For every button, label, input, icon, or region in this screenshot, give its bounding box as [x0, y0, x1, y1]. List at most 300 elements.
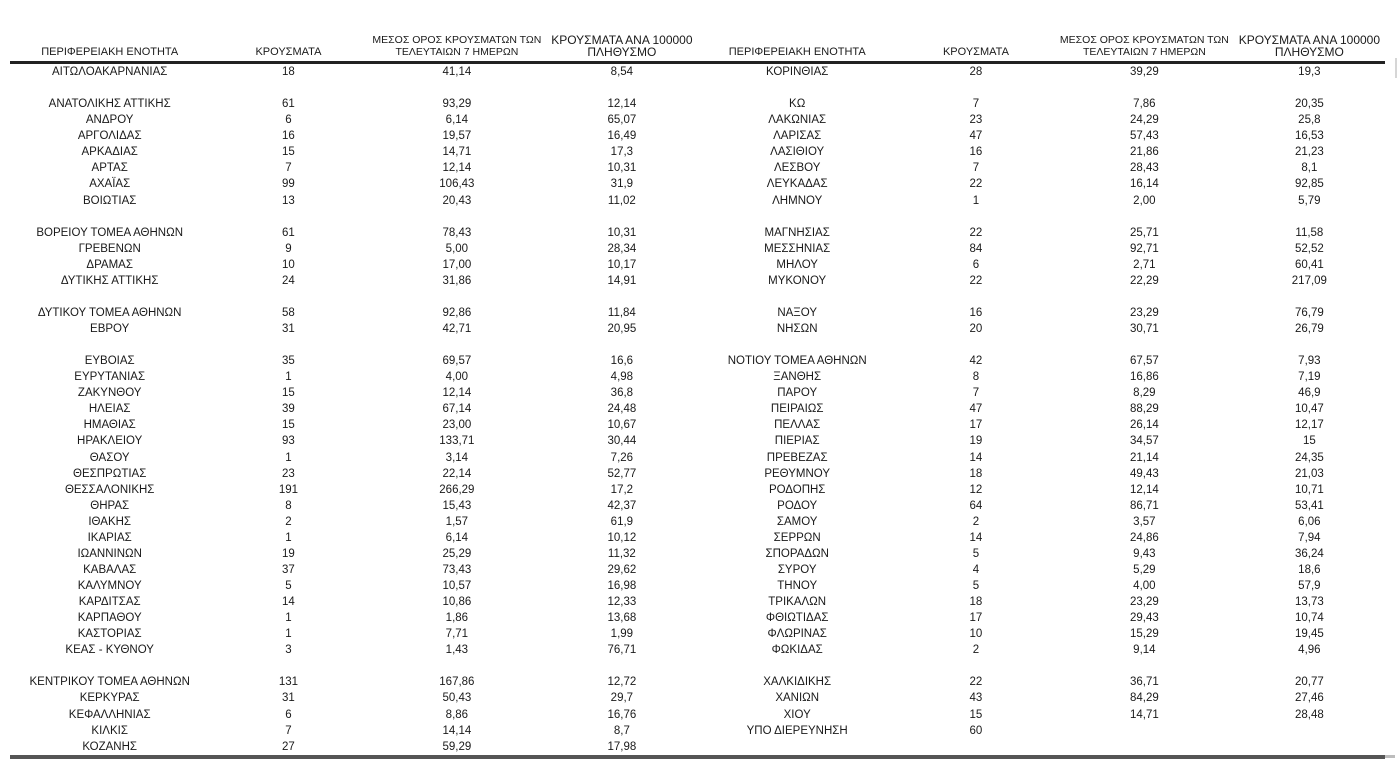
per100k-cell: 36,8 — [610, 387, 634, 400]
per100k-cell: 10,31 — [607, 162, 637, 175]
column-header-line: ΜΕΣΟΣ ΟΡΟΣ ΚΡΟΥΣΜΑΤΩΝ ΤΩΝ — [1059, 34, 1229, 46]
column-header — [209, 2, 367, 63]
region-cell: ΠΡΕΒΕΖΑΣ — [766, 451, 828, 464]
avg7-cell: 2,71 — [1133, 258, 1156, 271]
region-cell: ΣΥΡΟΥ — [777, 563, 817, 576]
cases-cell: 15 — [969, 708, 983, 721]
avg7-cell: 24,29 — [1129, 114, 1159, 127]
region-cell: ΞΑΝΘΗΣ — [773, 371, 822, 384]
table-row — [698, 530, 1386, 546]
cases-cell: 14 — [969, 451, 983, 464]
per100k-cell: 53,41 — [1294, 499, 1324, 512]
avg7-cell: 21,14 — [1129, 451, 1159, 464]
table-row — [698, 594, 1386, 610]
avg7-cell: 1,43 — [445, 644, 469, 657]
column-header — [10, 2, 209, 63]
region-cell: ΚΑΛΥΜΝΟΥ — [77, 580, 142, 593]
cases-cell: 28 — [969, 66, 983, 79]
table-row — [698, 723, 1386, 739]
avg7-cell: 8,86 — [445, 708, 469, 721]
table-row — [10, 562, 698, 578]
avg7-cell: 266,29 — [439, 483, 475, 496]
cases-cell: 2 — [972, 644, 980, 657]
avg7-cell: 50,43 — [442, 692, 472, 705]
per100k-cell: 10,31 — [607, 226, 637, 239]
per100k-cell — [546, 337, 697, 353]
cases-cell: 1 — [972, 194, 980, 207]
per100k-cell: 20,95 — [607, 323, 637, 336]
avg7-cell — [368, 337, 547, 353]
avg7-cell: 9,14 — [1133, 644, 1156, 657]
column-header-line: ΤΕΛΕΥΤΑΙΩΝ 7 ΗΜΕΡΩΝ — [395, 46, 519, 58]
avg7-cell: 25,71 — [1129, 226, 1159, 239]
per100k-cell: 19,3 — [1298, 66, 1321, 79]
per100k-cell — [546, 209, 697, 225]
region-cell: ΑΧΑΪΑΣ — [89, 178, 131, 191]
region-cell: ΗΛΕΙΑΣ — [88, 403, 131, 416]
per100k-cell: 12,14 — [607, 98, 637, 111]
table-row — [698, 257, 1386, 273]
table-row — [10, 658, 698, 674]
cases-cell: 12 — [969, 483, 983, 496]
table-row — [10, 257, 698, 273]
region-cell: ΜΥΚΟΝΟΥ — [768, 274, 827, 287]
cases-cell: 43 — [969, 692, 983, 705]
table-row — [10, 193, 698, 209]
cases-cell: 191 — [278, 483, 299, 496]
table-row — [10, 690, 698, 706]
avg7-cell: 20,43 — [442, 194, 472, 207]
avg7-cell: 5,29 — [1133, 563, 1156, 576]
cases-cell: 64 — [969, 499, 983, 512]
cases-cell: 131 — [278, 676, 299, 689]
table-row — [698, 225, 1386, 241]
cases-cell — [209, 658, 367, 674]
avg7-cell — [368, 658, 547, 674]
region-cell: ΘΑΣΟΥ — [89, 451, 130, 464]
table-row — [10, 289, 698, 305]
avg7-cell: 26,14 — [1129, 419, 1159, 432]
region-cell: ΝΟΤΙΟΥ ΤΟΜΕΑ ΑΘΗΝΩΝ — [727, 355, 867, 368]
table-row — [698, 337, 1386, 353]
per100k-cell: 46,9 — [1298, 387, 1321, 400]
column-header — [368, 2, 547, 63]
region-cell: ΑΙΤΩΛΟΑΚΑΡΝΑΝΙΑΣ — [51, 66, 168, 79]
per100k-cell: 21,03 — [1294, 467, 1324, 480]
region-cell: ΣΕΡΡΩΝ — [773, 531, 821, 544]
avg7-cell: 106,43 — [439, 178, 475, 191]
table-row — [10, 273, 698, 289]
per100k-cell: 10,12 — [607, 531, 637, 544]
table-row — [10, 626, 698, 642]
cases-cell: 1 — [285, 628, 292, 641]
table-row — [10, 241, 698, 257]
per100k-cell: 60,41 — [1294, 258, 1324, 271]
avg7-cell — [368, 80, 547, 96]
per100k-cell: 13,73 — [1294, 596, 1324, 609]
region-cell: ΙΚΑΡΙΑΣ — [87, 531, 132, 544]
cases-cell: 6 — [285, 708, 292, 721]
region-cell: ΓΡΕΒΕΝΩΝ — [78, 242, 141, 255]
table-row — [698, 562, 1386, 578]
region-cell: ΕΥΡΥΤΑΝΙΑΣ — [74, 371, 146, 384]
table-row — [698, 112, 1386, 128]
per100k-cell: 10,74 — [1294, 612, 1324, 625]
region-cell: ΒΟΡΕΙΟΥ ΤΟΜΕΑ ΑΘΗΝΩΝ — [36, 226, 184, 239]
region-cell: ΣΠΟΡΑΔΩΝ — [765, 547, 829, 560]
table-row — [10, 498, 698, 514]
per100k-cell — [546, 80, 697, 96]
cases-cell: 18 — [282, 66, 295, 79]
avg7-cell — [1055, 739, 1234, 755]
avg7-cell: 23,29 — [1129, 306, 1159, 319]
per100k-cell: 16,76 — [607, 708, 637, 721]
per100k-cell: 18,6 — [1298, 563, 1321, 576]
avg7-cell: 30,71 — [1129, 323, 1159, 336]
column-header-line: ΚΡΟΥΣΜΑΤΑ ΑΝΑ 100000 — [1238, 33, 1381, 47]
avg7-cell: 23,29 — [1129, 596, 1159, 609]
table-row — [698, 674, 1386, 690]
per100k-cell — [546, 289, 697, 305]
cases-cell: 19 — [282, 547, 295, 560]
table-row — [10, 723, 698, 739]
table-row — [698, 578, 1386, 594]
table-row — [10, 80, 698, 96]
avg7-cell: 12,14 — [1129, 483, 1159, 496]
avg7-cell: 7,71 — [445, 628, 469, 641]
cases-cell: 61 — [282, 98, 295, 111]
avg7-cell: 49,43 — [1129, 467, 1159, 480]
cases-cell: 4 — [972, 563, 980, 576]
region-cell: ΜΗΛΟΥ — [776, 258, 818, 271]
cases-cell: 13 — [282, 194, 295, 207]
column-header — [698, 2, 897, 63]
region-cell: ΧΑΛΚΙΔΙΚΗΣ — [763, 676, 832, 689]
region-cell — [698, 337, 897, 353]
cases-cell — [897, 337, 1055, 353]
region-cell: ΘΗΡΑΣ — [90, 499, 130, 512]
header-row — [698, 2, 1386, 63]
table-row — [698, 305, 1386, 321]
table-row — [10, 578, 698, 594]
region-cell: ΜΕΣΣΗΝΙΑΣ — [764, 242, 831, 255]
avg7-cell: 31,86 — [442, 274, 472, 287]
per100k-cell: 25,8 — [1298, 114, 1321, 127]
avg7-cell: 15,43 — [442, 499, 472, 512]
cases-cell — [209, 209, 367, 225]
table-row — [10, 144, 698, 160]
table-row — [698, 707, 1386, 723]
avg7-cell: 24,86 — [1129, 531, 1159, 544]
avg7-cell: 92,71 — [1129, 242, 1159, 255]
avg7-cell: 59,29 — [442, 740, 472, 753]
column-header-line: ΠΕΡΙΦΕΡΕΙΑΚΗ ΕΝΟΤΗΤΑ — [41, 46, 179, 58]
region-cell — [698, 289, 897, 305]
region-cell: ΔΡΑΜΑΣ — [86, 258, 133, 271]
table-row — [698, 482, 1386, 498]
region-cell: ΖΑΚΥΝΘΟΥ — [77, 387, 142, 400]
region-cell: ΤΗΝΟΥ — [777, 580, 818, 593]
table-row — [698, 369, 1386, 385]
region-cell: ΜΑΓΝΗΣΙΑΣ — [764, 226, 830, 239]
per100k-cell — [1234, 289, 1385, 305]
table-row — [10, 209, 698, 225]
per100k-cell: 28,48 — [1294, 708, 1324, 721]
table-row — [10, 466, 698, 482]
cases-cell: 23 — [282, 467, 295, 480]
avg7-cell — [1055, 723, 1234, 739]
region-cell: ΒΟΙΩΤΙΑΣ — [82, 194, 137, 207]
table-row — [10, 401, 698, 417]
per100k-cell: 10,47 — [1294, 403, 1324, 416]
column-header-line: ΠΕΡΙΦΕΡΕΙΑΚΗ ΕΝΟΤΗΤΑ — [728, 46, 866, 58]
cases-cell: 10 — [282, 258, 295, 271]
per100k-cell: 7,94 — [1298, 531, 1321, 544]
region-cell: ΚΕΡΚΥΡΑΣ — [79, 692, 140, 705]
per100k-cell: 5,79 — [1298, 194, 1321, 207]
per100k-cell: 52,52 — [1294, 242, 1324, 255]
table-row — [10, 642, 698, 658]
cases-cell: 47 — [969, 403, 983, 416]
per100k-cell: 7,26 — [610, 451, 634, 464]
table-row — [698, 610, 1386, 626]
avg7-cell — [1055, 337, 1234, 353]
column-header-line: ΠΛΗΘΥΣΜΟ — [1274, 45, 1344, 59]
region-cell: ΤΡΙΚΑΛΩΝ — [768, 596, 827, 609]
region-cell: ΕΥΒΟΙΑΣ — [84, 355, 135, 368]
cases-cell: 84 — [969, 242, 983, 255]
region-cell: ΔΥΤΙΚΟΥ ΤΟΜΕΑ ΑΘΗΝΩΝ — [37, 306, 182, 319]
region-cell: ΠΕΙΡΑΙΩΣ — [770, 403, 824, 416]
cases-cell: 7 — [285, 162, 292, 175]
column-header — [546, 2, 697, 63]
avg7-cell: 93,29 — [442, 98, 472, 111]
avg7-cell: 4,00 — [445, 371, 469, 384]
per100k-cell — [1234, 80, 1385, 96]
per100k-cell: 6,06 — [1298, 515, 1321, 528]
region-cell: ΛΗΜΝΟΥ — [772, 194, 823, 207]
table-header-left — [10, 2, 698, 63]
table-row — [10, 176, 698, 192]
per100k-cell — [1234, 337, 1385, 353]
region-cell: ΚΑΡΠΑΘΟΥ — [77, 612, 142, 625]
table-row — [10, 594, 698, 610]
table-row — [10, 337, 698, 353]
per100k-cell: 10,67 — [607, 419, 637, 432]
cases-cell: 61 — [282, 226, 295, 239]
region-cell: ΛΕΥΚΑΔΑΣ — [766, 178, 828, 191]
table-row — [698, 739, 1386, 755]
table-row — [698, 353, 1386, 369]
table-row — [698, 546, 1386, 562]
per100k-cell: 1,99 — [610, 628, 634, 641]
per100k-cell: 7,93 — [1298, 355, 1321, 368]
cases-cell: 18 — [969, 467, 983, 480]
avg7-cell — [368, 289, 547, 305]
avg7-cell: 3,57 — [1133, 515, 1156, 528]
table-row — [10, 112, 698, 128]
cases-cell: 8 — [972, 371, 980, 384]
region-cell: ΚΕΦΑΛΛΗΝΙΑΣ — [68, 708, 151, 721]
cases-cell: 10 — [969, 628, 983, 641]
region-cell: ΚΩ — [789, 98, 806, 111]
per100k-cell: 16,6 — [610, 355, 634, 368]
cases-cell: 16 — [969, 306, 983, 319]
table-header-right — [698, 2, 1386, 63]
table-row — [698, 241, 1386, 257]
avg7-cell — [1055, 209, 1234, 225]
avg7-cell: 16,14 — [1129, 178, 1159, 191]
avg7-cell: 41,14 — [442, 66, 472, 79]
avg7-cell: 9,43 — [1133, 547, 1156, 560]
table-row — [698, 690, 1386, 706]
per100k-cell: 13,68 — [607, 612, 637, 625]
region-cell: ΣΑΜΟΥ — [776, 515, 818, 528]
avg7-cell: 167,86 — [439, 676, 475, 689]
cases-cell: 15 — [282, 387, 295, 400]
region-cell: ΧΙΟΥ — [783, 708, 811, 721]
region-cell — [698, 209, 897, 225]
avg7-cell: 42,71 — [442, 323, 472, 336]
per100k-cell: 21,23 — [1294, 146, 1324, 159]
cases-cell: 1 — [285, 451, 292, 464]
avg7-cell: 14,71 — [442, 146, 472, 159]
right-edge-tick — [1395, 58, 1397, 78]
cases-cell: 99 — [282, 178, 295, 191]
column-header — [897, 2, 1055, 63]
avg7-cell — [1055, 80, 1234, 96]
region-cell: ΛΑΡΙΣΑΣ — [773, 130, 822, 143]
avg7-cell: 78,43 — [442, 226, 472, 239]
cases-cell — [209, 80, 367, 96]
per100k-cell: 10,71 — [1294, 483, 1324, 496]
table-body-right — [698, 63, 1386, 755]
per100k-cell — [1234, 739, 1385, 755]
table-row — [698, 385, 1386, 401]
column-header — [1234, 2, 1385, 63]
table-row — [698, 450, 1386, 466]
cases-cell: 8 — [285, 499, 292, 512]
per100k-cell: 217,09 — [1291, 274, 1327, 287]
table-row — [698, 80, 1386, 96]
table-row — [698, 193, 1386, 209]
per100k-cell: 4,98 — [610, 371, 634, 384]
table-row — [698, 514, 1386, 530]
region-cell — [698, 80, 897, 96]
region-cell: ΑΝΑΤΟΛΙΚΗΣ ΑΤΤΙΚΗΣ — [48, 98, 171, 111]
avg7-cell: 2,00 — [1133, 194, 1156, 207]
cases-cell — [897, 209, 1055, 225]
table-row — [10, 739, 698, 755]
table-row — [10, 450, 698, 466]
avg7-cell: 14,14 — [442, 724, 472, 737]
cases-cell: 3 — [285, 644, 292, 657]
per100k-cell: 14,91 — [607, 274, 637, 287]
avg7-cell: 16,86 — [1129, 371, 1159, 384]
table-row — [698, 176, 1386, 192]
cases-cell: 17 — [969, 419, 983, 432]
column-header-line: ΚΡΟΥΣΜΑΤΑ — [942, 46, 1009, 58]
table-row — [698, 289, 1386, 305]
avg7-cell: 19,57 — [442, 130, 472, 143]
region-cell: ΛΑΚΩΝΙΑΣ — [768, 114, 827, 127]
cases-cell — [209, 337, 367, 353]
avg7-cell: 1,57 — [445, 515, 469, 528]
avg7-cell: 34,57 — [1129, 435, 1159, 448]
avg7-cell: 5,00 — [445, 242, 469, 255]
table-row — [698, 128, 1386, 144]
per100k-cell: 65,07 — [607, 114, 637, 127]
region-cell: ΙΩΑΝΝΙΝΩΝ — [77, 547, 142, 560]
cases-cell: 35 — [282, 355, 295, 368]
region-cell: ΚΙΛΚΙΣ — [91, 724, 128, 737]
region-cell: ΑΡΓΟΛΙΔΑΣ — [77, 130, 142, 143]
per100k-cell: 31,9 — [610, 178, 634, 191]
header-row — [10, 2, 698, 63]
region-cell: ΚΕΝΤΡΙΚΟΥ ΤΟΜΕΑ ΑΘΗΝΩΝ — [29, 676, 190, 689]
cases-cell: 42 — [969, 355, 983, 368]
cases-cell: 23 — [969, 114, 983, 127]
table-row — [10, 530, 698, 546]
avg7-cell: 17,00 — [442, 258, 472, 271]
region-cell: ΗΜΑΘΙΑΣ — [83, 419, 136, 432]
per100k-cell — [1234, 723, 1385, 739]
table-row — [10, 128, 698, 144]
column-header-line: ΚΡΟΥΣΜΑΤΑ ΑΝΑ 100000 — [551, 33, 693, 47]
region-cell: ΦΘΙΩΤΙΔΑΣ — [765, 612, 829, 625]
per100k-cell: 17,2 — [610, 483, 634, 496]
per100k-cell: 17,3 — [610, 146, 634, 159]
cases-cell — [897, 289, 1055, 305]
region-cell: ΕΒΡΟΥ — [90, 323, 130, 336]
region-cell: ΚΟΖΑΝΗΣ — [82, 740, 138, 753]
avg7-cell: 69,57 — [442, 355, 472, 368]
per100k-cell — [1234, 658, 1385, 674]
cases-cell: 15 — [282, 146, 295, 159]
per100k-cell: 10,17 — [607, 258, 637, 271]
table-row — [10, 385, 698, 401]
per100k-cell: 36,24 — [1294, 547, 1324, 560]
per100k-cell: 4,96 — [1298, 644, 1321, 657]
per100k-cell: 27,46 — [1294, 692, 1324, 705]
cases-cell: 60 — [969, 724, 983, 737]
cases-cell: 93 — [282, 435, 295, 448]
avg7-cell: 84,29 — [1129, 692, 1159, 705]
region-cell: ΑΝΔΡΟΥ — [85, 114, 134, 127]
table-row — [698, 658, 1386, 674]
table-row — [698, 63, 1386, 81]
avg7-cell: 14,71 — [1129, 708, 1159, 721]
bottom-divider — [10, 755, 1385, 759]
cases-cell: 7 — [972, 98, 980, 111]
per100k-cell: 8,1 — [1301, 162, 1318, 175]
cases-cell: 19 — [969, 435, 983, 448]
per100k-cell: 16,49 — [607, 130, 637, 143]
avg7-cell: 29,43 — [1129, 612, 1159, 625]
avg7-cell: 57,43 — [1129, 130, 1159, 143]
cases-cell: 2 — [972, 515, 980, 528]
per100k-cell: 7,19 — [1298, 371, 1321, 384]
region-cell: ΝΑΞΟΥ — [777, 306, 818, 319]
avg7-cell: 7,86 — [1133, 98, 1156, 111]
table-body-left — [10, 63, 698, 755]
region-cell — [698, 658, 897, 674]
per100k-cell: 24,35 — [1294, 451, 1324, 464]
cases-cell: 22 — [969, 226, 983, 239]
cases-cell: 7 — [285, 724, 292, 737]
region-cell: ΦΛΩΡΙΝΑΣ — [767, 628, 827, 641]
cases-cell — [897, 739, 1055, 755]
